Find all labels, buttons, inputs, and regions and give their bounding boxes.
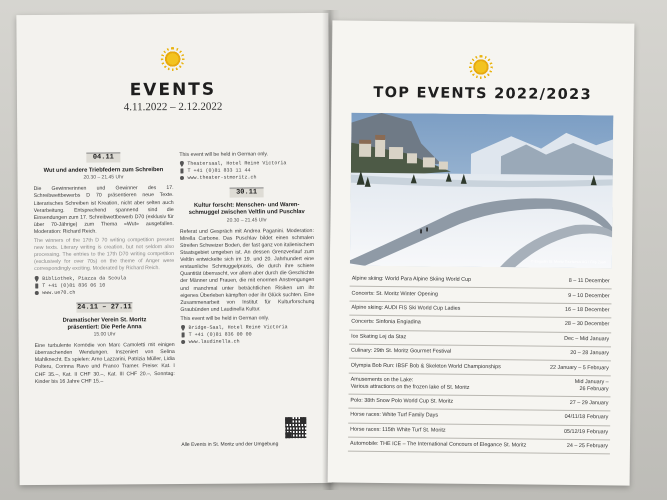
top-events-table	[348, 273, 612, 455]
event-name: Horse races: 115th White Turf St. Moritz	[350, 426, 446, 434]
web-link[interactable]: www.ue70.ch	[42, 289, 76, 296]
phone-icon	[181, 332, 186, 338]
location-pin-icon	[34, 275, 39, 281]
globe-icon	[179, 175, 184, 181]
event-heading: präsentiert: Die Perle Anna	[67, 324, 142, 331]
event-description: Die Gewinnerinnen und Gewinner des 17. Schreibwettbewerbs D 70 präsentieren neue Texte. Literarisches Schreiben ist Kreation, nicht aber selten auch Verarbeitung. Entsprechend spannend sind die Einsendungen zum 17. Schreibwettbewerb D70 (exklusiv für über 70-Jährige) zum Thema «Wut» ausgefallen. Moderation: Richard Reich.	[33, 185, 174, 235]
photo-caption: © Engadin St. Moritz Tourismus AG / Filip Zuan	[530, 259, 606, 265]
event-date: 8 – 11 December	[568, 278, 610, 285]
event-name: Horse races: White Turf Family Days	[350, 412, 439, 419]
list-item	[348, 438, 610, 455]
venue-text: Bridge-Saal, Hotel Reine Victoria	[188, 324, 288, 331]
event-date-badge: 30.11	[230, 187, 264, 197]
right-column	[179, 151, 314, 346]
left-page	[16, 13, 331, 485]
event-description-english: The winners of the 17th D 70 writing competition present new texts. Literary writing is creation, but not seldom also processing. The entries to the 17th D70 writing competition (exclusively for over 70s) on the theme of Anger were correspondingly exciting. Moderated by Richard Reich.	[33, 237, 175, 273]
event-name: Automobile: THE ICE – The International Concours of Elegance St. Moritz	[349, 440, 527, 449]
event-heading: Dramatischer Verein St. Moritz	[62, 316, 147, 324]
event-heading: Wut und andere Triebfedern zum Schreiben	[43, 167, 164, 174]
event-time: 15.00 Uhr	[93, 331, 116, 338]
location-pin-icon	[181, 325, 186, 331]
language-note: This event will be held in German only.	[179, 151, 269, 158]
footnote: Alle Events in St. Moritz und der Umgebung	[181, 441, 279, 448]
event-date: 27 – 29 January	[569, 399, 609, 407]
venue-text: Bibliothek, Piazza da Scoula	[42, 274, 127, 282]
event-date: 28 – 30 December	[564, 321, 610, 328]
web-line	[181, 338, 315, 346]
left-column	[33, 152, 175, 388]
event-date: 22 January – 5 February	[550, 364, 609, 371]
phone-icon	[34, 282, 39, 288]
web-link[interactable]: www.laudinella.ch	[188, 338, 240, 345]
event-date: 20 – 28 January	[570, 350, 609, 357]
event-name: Olympia Bob Run: IBSF Bob & Skeleton World Championships	[350, 362, 501, 370]
event-time: 20.30 – 21.45 Uhr	[83, 174, 124, 181]
date-range: 4.11.2022 – 2.12.2022	[123, 100, 223, 114]
right-page	[328, 20, 635, 485]
event-name: Culinary: 29th St. Moritz Gourmet Festival	[350, 347, 452, 355]
event-date: 24 – 25 February	[566, 443, 609, 450]
event-heading: schmuggel zwischen Veltlin und Puschlav	[188, 209, 305, 217]
sun-logo-icon	[164, 50, 182, 68]
location-pin-icon	[179, 161, 184, 167]
winter-landscape-photo	[350, 113, 614, 269]
event-date: 04/11/18 February	[564, 414, 609, 421]
event-time: 20.30 – 21.45 Uhr	[226, 217, 267, 224]
event-name: Concerts: Sinfonia Engiadina	[351, 319, 421, 326]
event-description: Eine turbulente Komödie von Marc Camoletti mit einigen überraschenden Wendungen. Inszeniert von Selina Mahlknecht. Es spielen: Arno Lazzarini, Patrizia Müller, Lidia Polteru, Corinna Ravo und Franco Tramer. Preise: Kat. I CHF 35.–, Kat. II CHF 30.–, Kat. III CHF 20.–, Sonntag: Kinder bis 16 Jahre CHF 15.–	[34, 342, 175, 385]
event-name: Concerts: St. Moritz Winter Opening	[351, 290, 438, 298]
event-name: Alpine skiing: AUDI FIS Ski World Cup Ladies	[351, 304, 461, 312]
sun-logo-icon	[472, 58, 490, 76]
phone-text: T +41 (0)81 836 06 10	[42, 281, 106, 289]
globe-icon	[34, 289, 39, 295]
event-date: 9 – 10 December	[568, 292, 610, 300]
phone-text: T +41 (0)81 833 11 44	[187, 167, 251, 174]
event-name: Polo: 38th Snow Polo World Cup St. Moritz	[350, 397, 454, 405]
event-name: Amusements on the Lake:	[350, 376, 414, 384]
event-description: Referat und Gespräch mit Andrea Paganini. Moderation: Mirella Carbone. Das Puschlav bildet einen schmalen Streifen Schweizer Boden, der fast ganz von italienischem Staatsgebiet umgeben ist. An dessen Grenzverlauf zum Veltlin entwickelte sich im 19. und 20. Jahrhundert eine erstaunliche Schmuggelpraxis, die durch ihre schiere Quantität überrascht, vor allem aber durch die Geschichte der Männer und Frauen, die mit enormen Anstrengungen und manchmal unter beträchtlichen Risiken um ihr eigenes Überleben kämpften oder ihr Glück suchten. Eine Zusammenarbeit von Institut für Kulturforschung Graubünden und Laudinella Kultur.	[179, 227, 315, 313]
event-date: 16 – 18 December	[565, 306, 610, 314]
event-date-badge: 24.11 – 27.11	[77, 302, 132, 312]
language-note: This event will be held in German only.	[180, 315, 270, 322]
web-link[interactable]: www.theater-stmoritz.ch	[187, 174, 257, 181]
event-date: Mid January –	[574, 378, 609, 386]
venue-text: Theatersaal, Hotel Reine Victoria	[187, 160, 287, 167]
event-heading: Kultur forscht: Menschen- und Waren-	[193, 202, 300, 209]
event-name: Alpine skiing: World Para Alpine Skiing World Cup	[351, 275, 472, 284]
qr-code[interactable]	[285, 417, 306, 438]
event-date: Dec – Mid January	[564, 335, 610, 343]
phone-icon	[179, 168, 184, 174]
page-title: EVENTS	[129, 79, 217, 101]
event-name: Various attractions on the frozen lake of St. Moritz	[350, 383, 470, 391]
page-title: TOP EVENTS 2022/2023	[373, 84, 592, 104]
phone-text: T +41 (0)81 836 00 00	[188, 331, 252, 338]
event-date: 05/12/19 February	[564, 428, 609, 436]
list-item	[349, 373, 611, 397]
globe-icon	[181, 339, 186, 345]
event-date-badge: 04.11	[86, 152, 120, 162]
event-name: Ice Skating Lej da Staz	[351, 333, 407, 341]
event-date: 26 February	[579, 385, 609, 393]
